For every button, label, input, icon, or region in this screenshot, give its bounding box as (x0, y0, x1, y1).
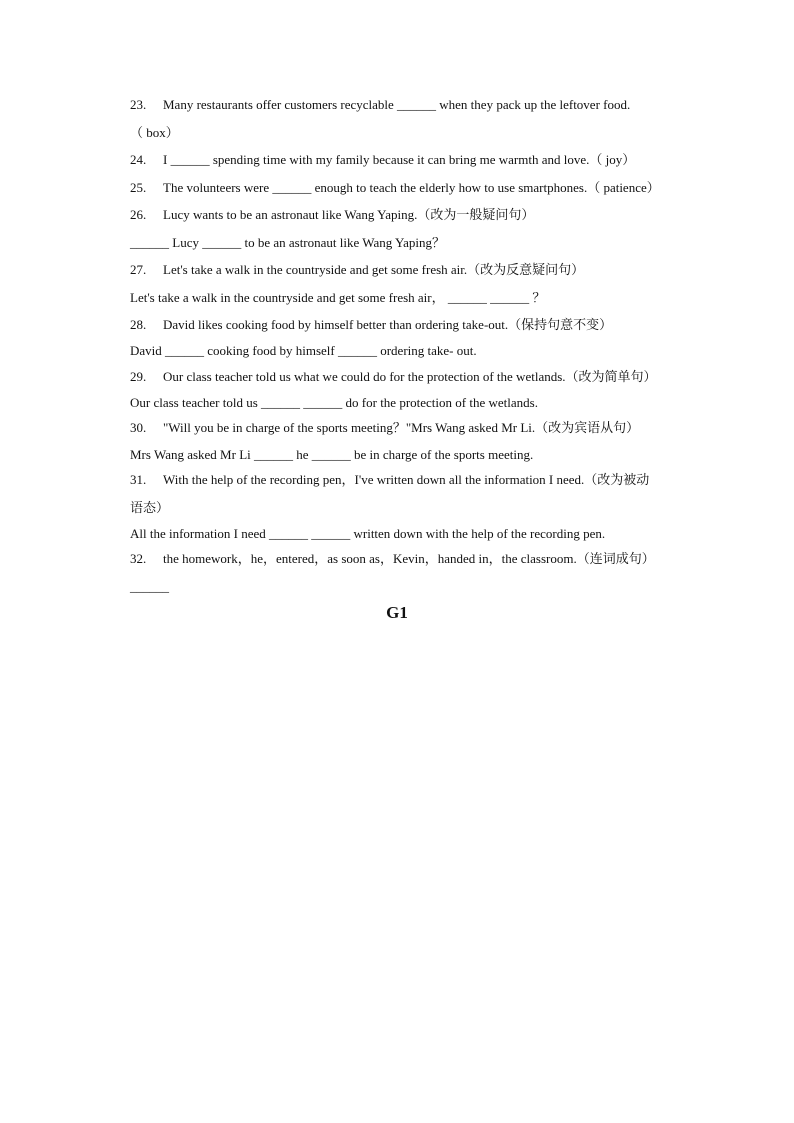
question-31: 31. With the help of the recording pen，I've written down all the information I need.（改为被动 (130, 472, 650, 487)
question-31-answer: All the information I need ______ ______ written down with the help of the recording pen. (130, 526, 606, 541)
question-25: 25. The volunteers were ______ enough to teach the elderly how to use smartphones.（ patience） (130, 180, 660, 195)
question-29: 29. Our class teacher told us what we could do for the protection of the wetlands.（改为简单句） (130, 369, 657, 384)
question-32: 32. the homework，he，entered，as soon as，Kevin，handed in，the classroom.（连词成句） (130, 551, 655, 566)
question-26-answer: ______ Lucy ______ to be an astronaut like Wang Yaping？ (130, 235, 446, 250)
question-28-answer: David ______ cooking food by himself ______ ordering take- out. (130, 343, 477, 358)
question-26: 26. Lucy wants to be an astronaut like Wang Yaping.（改为一般疑问句） (130, 207, 535, 222)
question-23: 23. Many restaurants offer customers recyclable ______ when they pack up the leftover food. (130, 97, 631, 112)
question-27: 27. Let's take a walk in the countryside and get some fresh air.（改为反意疑问句） (130, 262, 585, 277)
question-23-cont: （ box） (130, 125, 179, 140)
question-30: 30. "Will you be in charge of the sports meeting？"Mrs Wang asked Mr Li.（改为宾语从句） (130, 420, 640, 435)
question-27-answer: Let's take a walk in the countryside and get some fresh air， ______ ______ ？ (130, 290, 546, 305)
question-32-answer: ______ (130, 579, 169, 594)
question-30-answer: Mrs Wang asked Mr Li ______ he ______ be in charge of the sports meeting. (130, 447, 534, 462)
page-footer-label: G1 (386, 603, 408, 622)
question-28: 28. David likes cooking food by himself better than ordering take-out.（保持句意不变） (130, 317, 613, 332)
question-29-answer: Our class teacher told us ______ ______ do for the protection of the wetlands. (130, 395, 538, 410)
question-24: 24. I ______ spending time with my family because it can bring me warmth and love.（ joy） (130, 152, 636, 167)
question-31-cont: 语态） (130, 500, 170, 515)
